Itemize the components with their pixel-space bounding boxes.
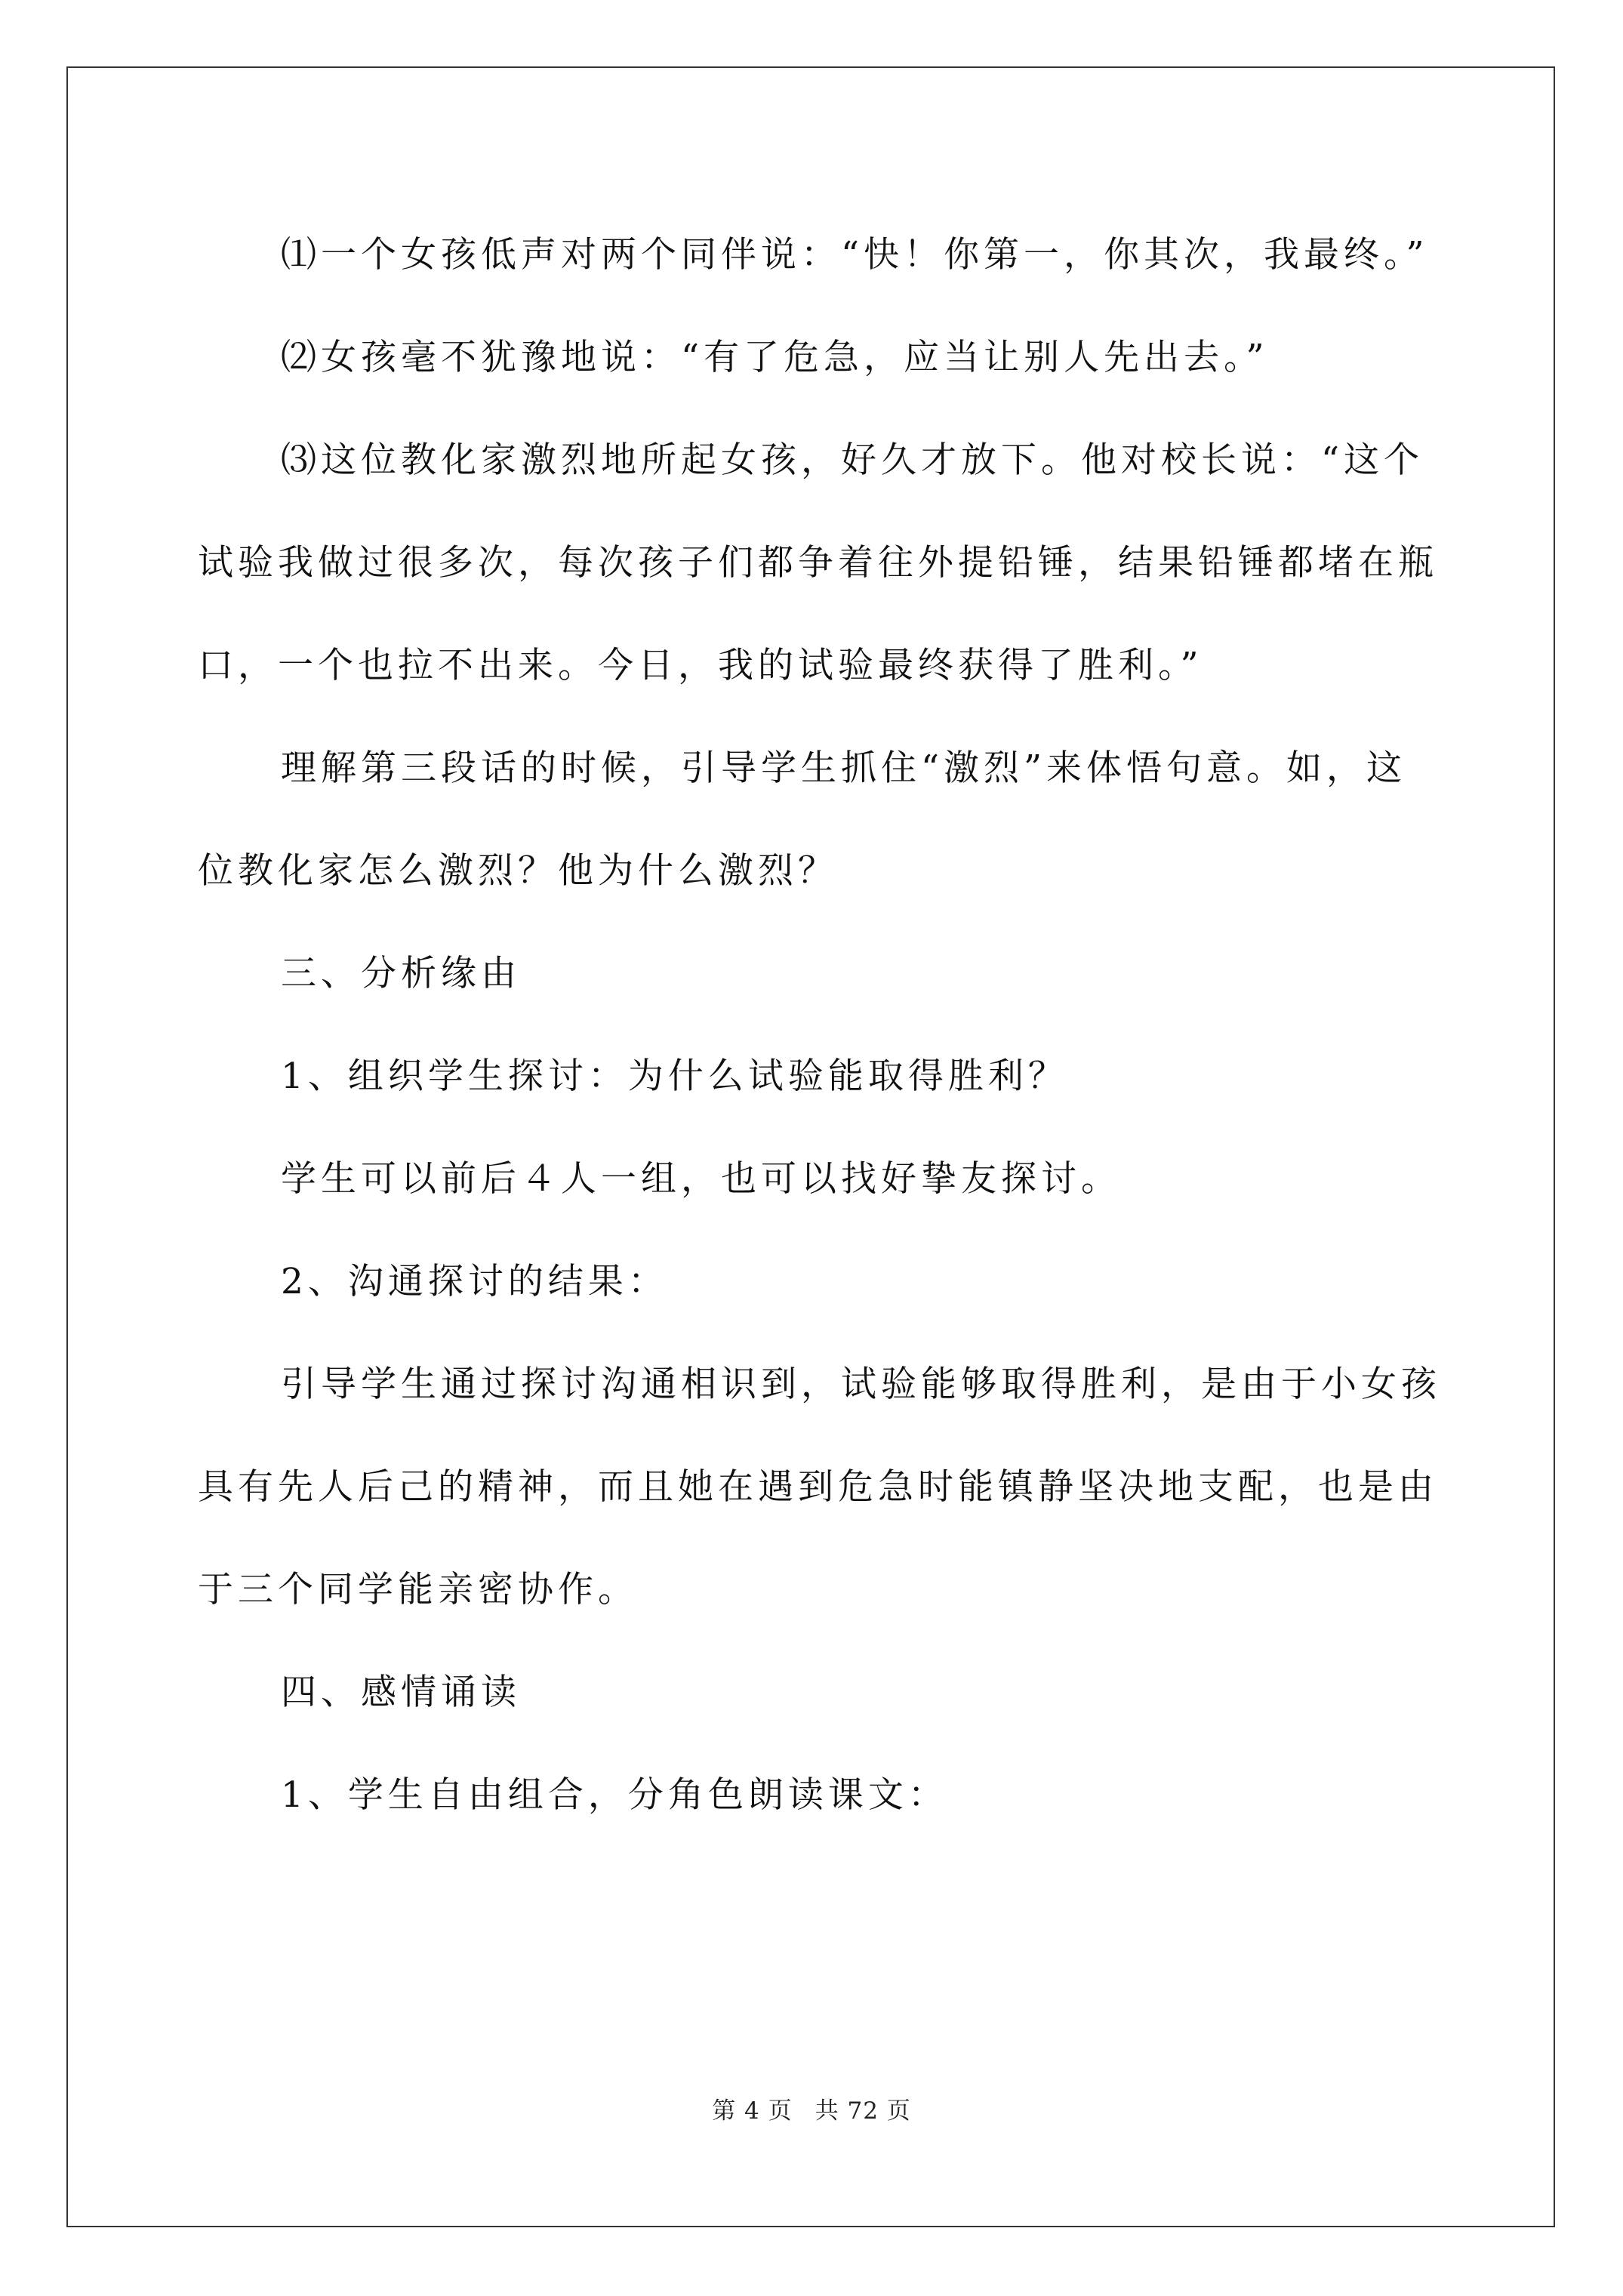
section-heading-3: 三、分析缘由	[281, 953, 521, 994]
total-pages: 共 72 页	[815, 2097, 911, 2125]
paragraph-2: ⑵女孩毫不犹豫地说：“有了危急，应当让别人先出去。”	[281, 337, 1269, 378]
page-footer	[0, 2091, 1623, 2125]
document-body	[198, 204, 1443, 1847]
paragraph-5: 学生可以前后４人一组，也可以找好挚友探讨。	[281, 1158, 1121, 1200]
paragraph-6: 引导学生通过探讨沟通相识到，试验能够取得胜利，是由于小女孩具有先人后己的精神，而且她在遇到危急时能镇静坚决地支配，也是由于三个同学能亲密协作。	[198, 1364, 1441, 1610]
list-item-3: 1、学生自由组合，分角色朗读课文：	[281, 1774, 948, 1816]
section-heading-4: 四、感情诵读	[281, 1672, 521, 1713]
list-item-2: 2、沟通探讨的结果：	[281, 1261, 668, 1302]
page-number: 第 4 页	[712, 2097, 793, 2125]
list-item-1: 1、组织学生探讨：为什么试验能取得胜利？	[281, 1056, 1068, 1097]
paragraph-1: ⑴一个女孩低声对两个同伴说：“快！你第一，你其次，我最终。”	[281, 234, 1429, 276]
paragraph-3: ⑶这位教化家激烈地所起女孩，好久才放下。他对校长说：“这个试验我做过很多次，每次孩子们都争着往外提铅锤，结果铅锤都堵在瓶口，一个也拉不出来。今日，我的试验最终获得了胜利。”	[198, 439, 1438, 686]
paragraph-4: 理解第三段话的时候，引导学生抓住“激烈”来体悟句意。如，这位教化家怎么激烈？他为什么激烈？	[198, 747, 1407, 892]
